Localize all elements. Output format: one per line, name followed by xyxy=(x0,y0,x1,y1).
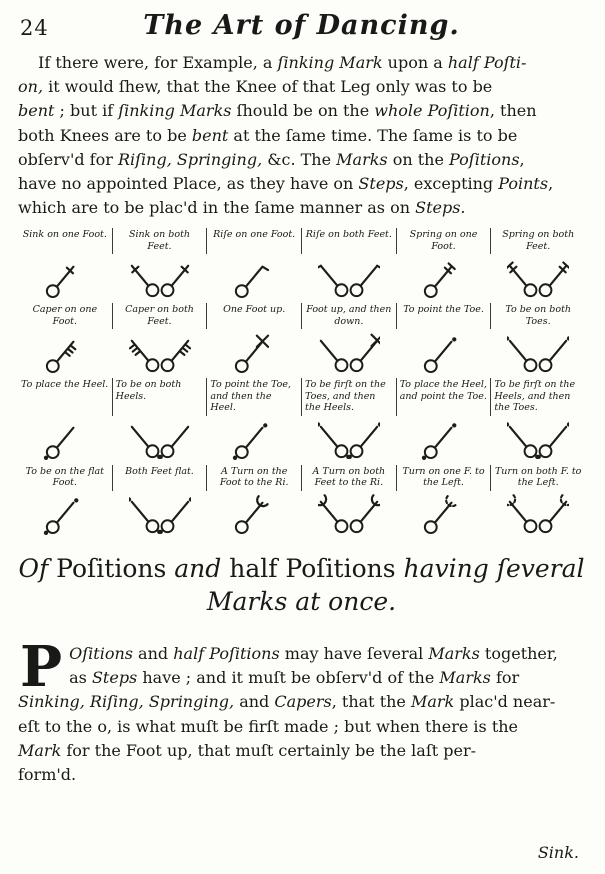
place-heel-icon xyxy=(18,416,113,463)
section-heading-line: Marks at once. xyxy=(206,586,397,616)
section-heading-line: Of Poſitions and half Poſitions having ſeveral xyxy=(18,553,585,583)
catchword: Sink. xyxy=(537,843,579,862)
toe-then-heel-icon xyxy=(207,416,302,463)
paragraph-line: Mark for the Foot up, that muſt certainly be the laſt per- xyxy=(18,740,477,760)
mark-label: One Foot up. xyxy=(207,303,302,329)
caper-one-foot-icon xyxy=(18,329,113,376)
mark-label: To point the Toe, and then the Heel. xyxy=(207,378,302,416)
marks-table-row xyxy=(18,465,585,538)
mark-label: Turn on one F. to the Left. xyxy=(397,465,492,491)
heel-and-point-toe-icon xyxy=(396,416,491,463)
mark-symbol-row xyxy=(18,254,585,301)
mark-label: Spring on one Foot. xyxy=(397,228,492,254)
mark-label: Sink on one Foot. xyxy=(18,228,113,254)
paragraph-line: have no appointed Place, as they have on Steps, excepting Points, xyxy=(18,174,554,194)
mark-label: To place the Heel. xyxy=(18,378,113,416)
flat-foot-icon xyxy=(18,491,113,538)
paragraph-line: form'd. xyxy=(18,764,77,784)
turn-both-left-icon xyxy=(491,491,586,538)
one-foot-up-icon xyxy=(207,329,302,376)
both-toes-icon xyxy=(491,329,586,376)
page-title: The Art of Dancing. xyxy=(143,10,460,41)
mark-label: Both Feet flat. xyxy=(113,465,208,491)
paragraph-line: eſt to the o, is what muſt be firſt made ; but when there is the xyxy=(18,716,519,736)
paragraph-line: on, it would ſhew, that the Knee of that Leg only was to be xyxy=(18,77,493,97)
point-toe-icon xyxy=(396,329,491,376)
mark-label-row xyxy=(18,228,585,254)
mark-label: Spring on both Feet. xyxy=(502,229,575,252)
page-number: 24 xyxy=(20,16,49,40)
mark-label: To be on the flat Foot. xyxy=(18,465,113,491)
paragraph-line: as Steps have ; and it muſt be obſerv'd of the Marks for xyxy=(69,668,520,688)
turn-one-right-icon xyxy=(207,491,302,538)
marks-table xyxy=(18,228,585,538)
mark-label: Riſe on one Foot. xyxy=(207,228,302,254)
mark-label: A Turn on both Feet to the Ri. xyxy=(302,465,397,491)
mark-label: To be firſt on the Heels, and then the Toes. xyxy=(494,379,576,414)
marks-table-row xyxy=(18,228,585,301)
mark-label: Foot up, and then down. xyxy=(302,303,397,329)
turn-both-right-icon xyxy=(302,491,397,538)
rise-both-feet-icon xyxy=(302,254,397,301)
marks-table-row xyxy=(18,378,585,463)
mark-label: Sink on both Feet. xyxy=(113,228,208,254)
paragraph-line: Sinking, Riſing, Springing, and Capers, that the Mark plac'd near- xyxy=(18,692,556,712)
paragraph-line: bent ; but if ſinking Marks ſhould be on the whole Poſition, then xyxy=(18,101,537,121)
mark-symbol-row xyxy=(18,416,585,463)
paragraph-line: If there were, for Example, a ſinking Mark upon a half Poſti- xyxy=(38,53,527,72)
sink-one-foot-icon xyxy=(18,254,113,301)
foot-up-then-down-icon xyxy=(302,329,397,376)
paragraph-line: which are to be plac'd in the ſame manner as on Steps. xyxy=(18,198,466,218)
mark-label: To be firſt on the Toes, and then the Heels. xyxy=(302,378,397,416)
marks-table-row xyxy=(18,303,585,376)
toes-then-heels-icon xyxy=(302,416,397,463)
intro-paragraph xyxy=(18,51,585,220)
mark-label: To place the Heel, and point the Toe. xyxy=(397,378,492,416)
positions-paragraph xyxy=(18,633,585,787)
section-heading xyxy=(18,552,585,618)
drop-cap: P xyxy=(20,633,63,700)
mark-label: A Turn on the Foot to the Ri. xyxy=(207,465,302,491)
both-heels-icon xyxy=(113,416,208,463)
mark-label: Caper on one Foot. xyxy=(18,303,113,329)
paragraph-line: both Knees are to be bent at the ſame time. The ſame is to be xyxy=(18,125,518,145)
both-feet-flat-icon xyxy=(113,491,208,538)
mark-label: Riſe on both Feet. xyxy=(302,228,397,254)
spring-both-feet-icon xyxy=(491,254,586,301)
spring-one-foot-icon xyxy=(396,254,491,301)
caper-both-feet-icon xyxy=(113,329,208,376)
heels-then-toes-icon xyxy=(491,416,586,463)
paragraph-line: obſerv'd for Riſing, Springing, &c. The Marks on the Poſitions, xyxy=(18,149,525,169)
mark-label-row xyxy=(18,465,585,491)
mark-label-row xyxy=(18,303,585,329)
mark-label: Turn on both F. to the Left. xyxy=(494,465,582,489)
mark-label-row xyxy=(18,378,585,416)
turn-one-left-icon xyxy=(396,491,491,538)
paragraph-line: Oſitions and half Poſitions may have ſeveral Marks together, xyxy=(69,643,558,663)
sink-both-feet-icon xyxy=(113,254,208,301)
rise-one-foot-icon xyxy=(207,254,302,301)
mark-label: Caper on both Feet. xyxy=(113,303,208,329)
page-header xyxy=(18,10,585,46)
mark-label: To point the Toe. xyxy=(397,303,492,329)
mark-label: To be on both Heels. xyxy=(113,378,208,416)
mark-symbol-row xyxy=(18,491,585,538)
mark-symbol-row xyxy=(18,329,585,376)
mark-label: To be on both Toes. xyxy=(505,304,572,327)
